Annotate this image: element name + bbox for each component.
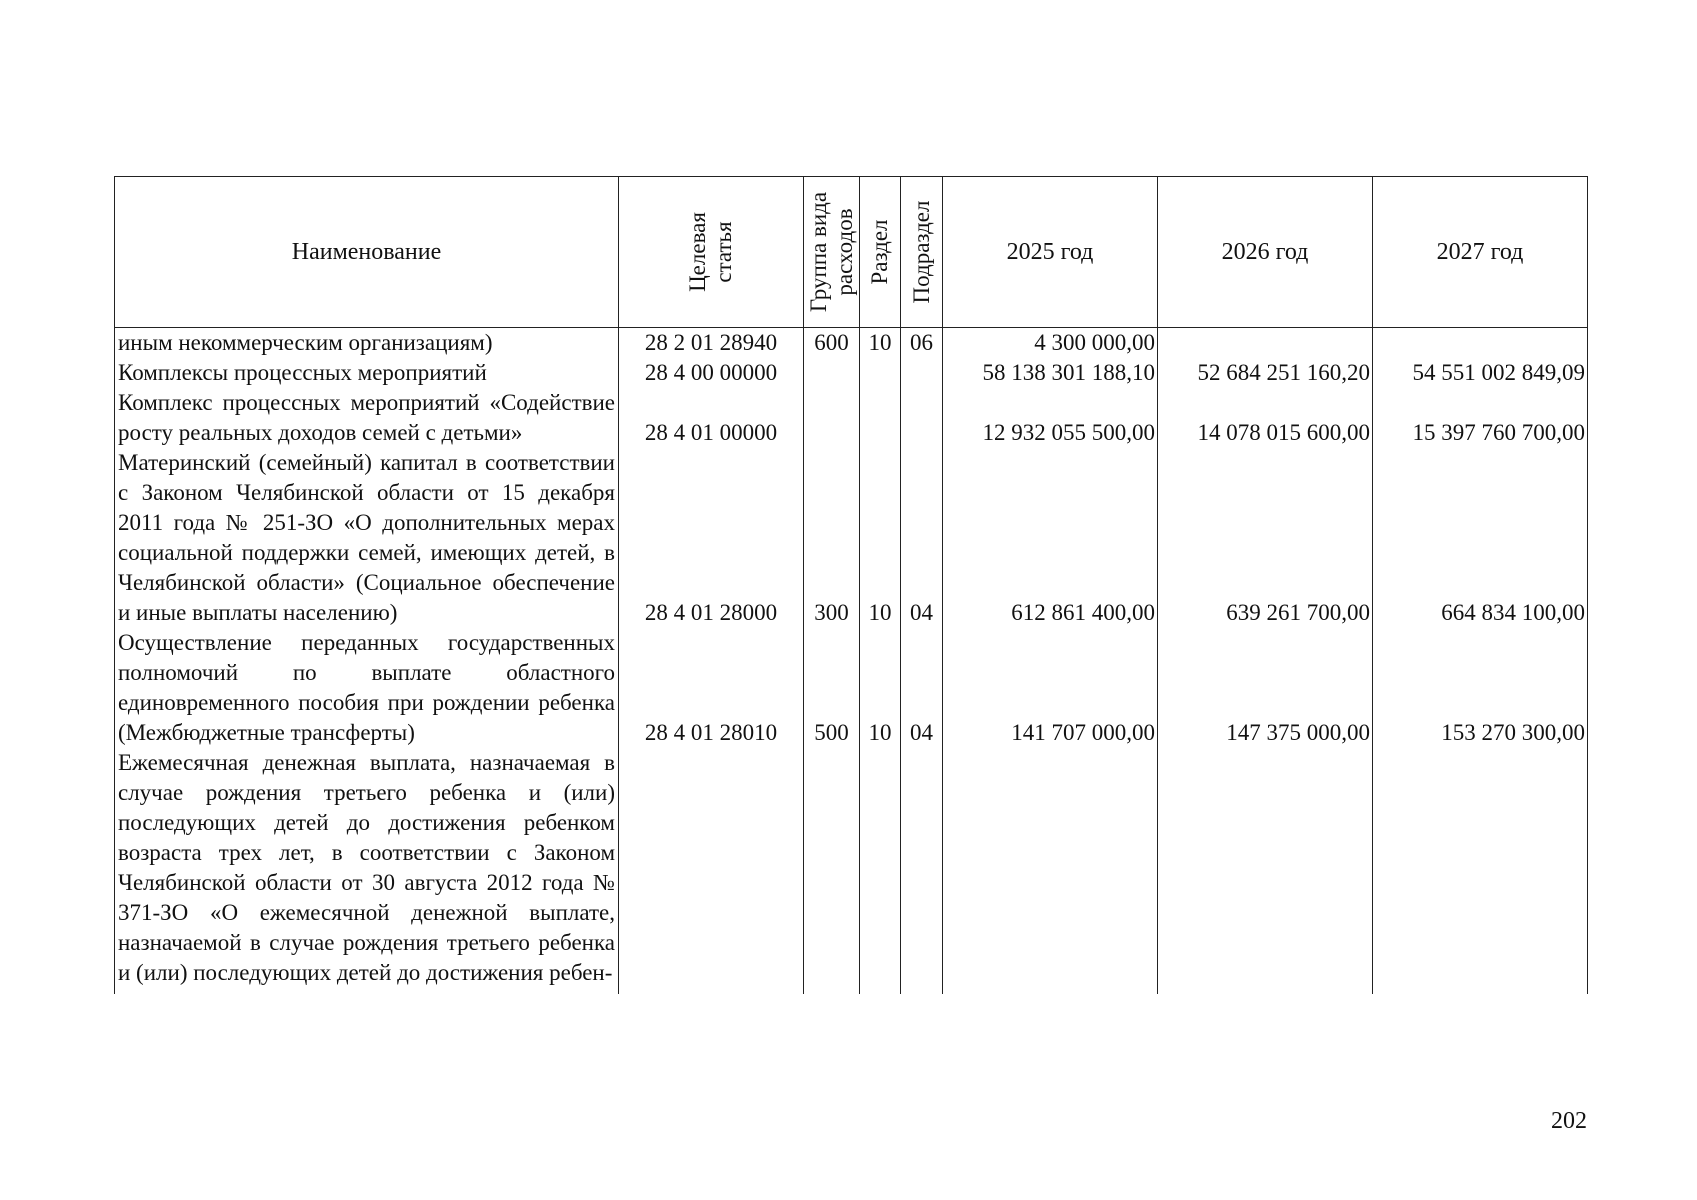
row-expense-group	[804, 748, 860, 988]
row-subsection	[901, 358, 943, 388]
header-expense-group	[804, 177, 860, 328]
table-row	[115, 448, 1588, 628]
header-name: Наименование	[115, 177, 619, 328]
row-amount-2025: 58 138 301 188,10	[943, 358, 1158, 388]
row-subsection	[901, 388, 943, 448]
row-name: Материнский (семейный) капитал в соответствии с Законом Челябинской области от 15 декабря 2011 года № 251-ЗО «О дополнительных мерах социальной поддержки семей, имеющих детей, в Челябинской области» (Социальное обеспечение и иные выплаты населению)	[115, 448, 619, 628]
row-amount-2027: 153 270 300,00	[1373, 628, 1588, 748]
row-target-code: 28 2 01 28940	[619, 328, 804, 359]
table-header-row	[115, 177, 1588, 328]
row-name: Комплексы процессных мероприятий	[115, 358, 619, 388]
row-amount-2027: 54 551 002 849,09	[1373, 358, 1588, 388]
row-expense-group: 300	[804, 448, 860, 628]
row-amount-2026: 14 078 015 600,00	[1158, 388, 1373, 448]
row-section	[860, 748, 901, 988]
table-row	[115, 358, 1588, 388]
row-amount-2025: 12 932 055 500,00	[943, 388, 1158, 448]
row-name: иным некоммерческим организациям)	[115, 328, 619, 359]
header-year-2027: 2027 год	[1373, 177, 1588, 328]
row-amount-2025	[943, 748, 1158, 988]
header-target-line2: статья	[711, 221, 736, 283]
table-row	[115, 748, 1588, 988]
table-continuation-row	[115, 988, 1588, 994]
continuation-cell	[115, 988, 619, 994]
row-amount-2025: 141 707 000,00	[943, 628, 1158, 748]
row-target-code: 28 4 01 28000	[619, 448, 804, 628]
row-section	[860, 358, 901, 388]
continuation-cell	[1373, 988, 1588, 994]
budget-table	[114, 176, 1588, 994]
page-number: 202	[1551, 1108, 1587, 1134]
row-expense-group: 500	[804, 628, 860, 748]
row-amount-2026: 52 684 251 160,20	[1158, 358, 1373, 388]
row-amount-2026: 639 261 700,00	[1158, 448, 1373, 628]
row-amount-2026	[1158, 748, 1373, 988]
row-subsection: 04	[901, 628, 943, 748]
row-expense-group	[804, 358, 860, 388]
header-subsection	[901, 177, 943, 328]
row-target-code	[619, 748, 804, 988]
continuation-cell	[901, 988, 943, 994]
row-subsection: 04	[901, 448, 943, 628]
header-year-2026: 2026 год	[1158, 177, 1373, 328]
row-amount-2027: 15 397 760 700,00	[1373, 388, 1588, 448]
row-section: 10	[860, 328, 901, 359]
row-target-code: 28 4 01 00000	[619, 388, 804, 448]
header-group-line2: расходов	[831, 208, 857, 296]
row-name: Осуществление переданных государственных полномочий по выплате областного единовременного пособия при рождении ребенка (Межбюджетные трансферты)	[115, 628, 619, 748]
row-expense-group: 600	[804, 328, 860, 359]
row-section	[860, 388, 901, 448]
header-target-line1: Целевая	[685, 212, 710, 292]
continuation-cell	[619, 988, 804, 994]
row-expense-group	[804, 388, 860, 448]
row-amount-2025: 612 861 400,00	[943, 448, 1158, 628]
continuation-cell	[804, 988, 860, 994]
header-year-2025: 2025 год	[943, 177, 1158, 328]
header-section	[860, 177, 901, 328]
continuation-cell	[943, 988, 1158, 994]
row-name: Ежемесячная денежная выплата, назначаемая в случае рождения третьего ребенка и (или) последующих детей до достижения ребенком возраста трех лет, в соответствии с Законом Челябинской области от 30 августа 2012 года № 371-ЗО «О ежемесячной денежной выплате, назначаемой в случае рождения третьего ребенка и (или) последующих детей до достижения ребен-	[115, 748, 619, 988]
header-group-line1: Группа вида	[805, 191, 831, 313]
row-amount-2027: 664 834 100,00	[1373, 448, 1588, 628]
row-subsection: 06	[901, 328, 943, 359]
header-section-label: Раздел	[867, 219, 892, 285]
row-target-code: 28 4 00 00000	[619, 358, 804, 388]
header-target-article	[619, 177, 804, 328]
table-row	[115, 388, 1588, 448]
row-name: Комплекс процессных мероприятий «Содействие росту реальных доходов семей с детьми»	[115, 388, 619, 448]
header-subsection-label: Подраздел	[908, 200, 934, 304]
row-target-code: 28 4 01 28010	[619, 628, 804, 748]
row-subsection	[901, 748, 943, 988]
row-amount-2027	[1373, 748, 1588, 988]
table-row	[115, 628, 1588, 748]
row-section: 10	[860, 628, 901, 748]
row-amount-2026	[1158, 328, 1373, 359]
row-amount-2026: 147 375 000,00	[1158, 628, 1373, 748]
row-amount-2025: 4 300 000,00	[943, 328, 1158, 359]
row-amount-2027	[1373, 328, 1588, 359]
continuation-cell	[1158, 988, 1373, 994]
row-section: 10	[860, 448, 901, 628]
continuation-cell	[860, 988, 901, 994]
table-row	[115, 328, 1588, 359]
